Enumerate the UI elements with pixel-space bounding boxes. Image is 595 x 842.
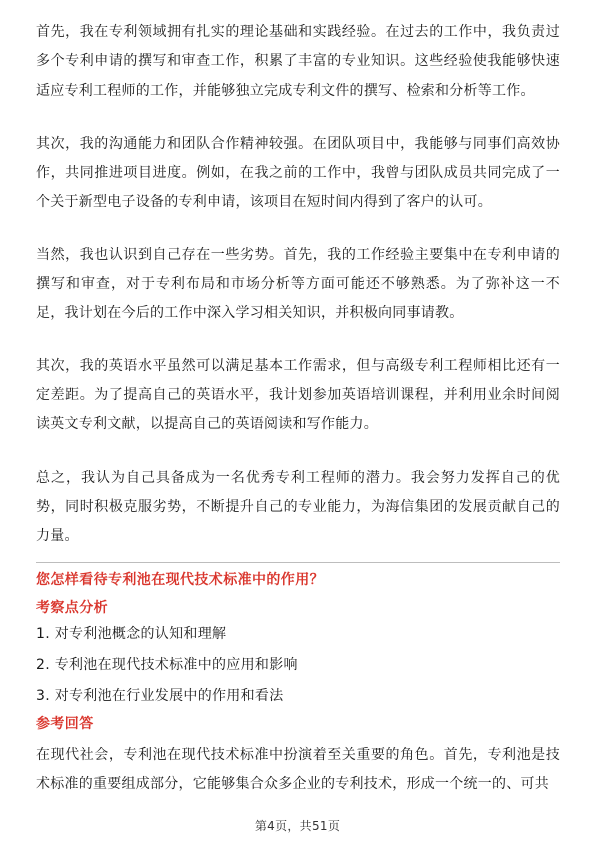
section-divider: [36, 562, 560, 563]
analysis-item: 3. 对专利池在行业发展中的作用和看法: [36, 688, 284, 705]
paragraph-weakness-experience: 当然，我也认识到自己存在一些劣势。首先，我的工作经验主要集中在专利申请的撰写和审查，对于专利布局和市场分析等方面可能还不够熟悉。为了弥补这一不足，我计划在今后的工作中深入学习相关知识，并积极向同事请教。: [36, 246, 560, 322]
question-title: 您怎样看待专利池在现代技术标准中的作用？: [36, 572, 324, 589]
paragraph-strengths-teamwork: 其次，我的沟通能力和团队合作精神较强。在团队项目中，我能够与同事们高效协作，共同推进项目进度。例如，在我之前的工作中，我曾与团队成员共同完成了一个关于新型电子设备的专利申请，该项目在短时间内得到了客户的认可。: [36, 135, 560, 211]
reference-heading: 参考回答: [36, 716, 94, 733]
paragraph-weakness-english: 其次，我的英语水平虽然可以满足基本工作需求，但与高级专利工程师相比还有一定差距。为了提高自己的英语水平，我计划参加英语培训课程，并利用业余时间阅读英文专利文献，以提高自己的英语阅读和写作能力。: [36, 357, 560, 433]
paragraph-conclusion: 总之，我认为自己具备成为一名优秀专利工程师的潜力。我会努力发挥自己的优势，同时积极克服劣势，不断提升自己的专业能力，为海信集团的发展贡献自己的力量。: [36, 469, 560, 545]
analysis-item: 2. 专利池在现代技术标准中的应用和影响: [36, 657, 298, 674]
analysis-item: 1. 对专利池概念的认知和理解: [36, 626, 227, 643]
reference-answer-text: 在现代社会，专利池在现代技术标准中扮演着至关重要的角色。首先，专利池是技术标准的重要组成部分，它能够集合众多企业的专利技术，形成一个统一的、可共: [36, 747, 560, 793]
document-page: [36, 18, 560, 813]
page-number-footer: 第4页，共51页: [254, 819, 341, 833]
paragraph-strengths-experience: 首先，我在专利领域拥有扎实的理论基础和实践经验。在过去的工作中，我负责过多个专利申请的撰写和审查工作，积累了丰富的专业知识。这些经验使我能够快速适应专利工程师的工作，并能够独立完成专利文件的撰写、检索和分析等工作。: [36, 24, 560, 99]
analysis-heading: 考察点分析: [36, 600, 108, 617]
